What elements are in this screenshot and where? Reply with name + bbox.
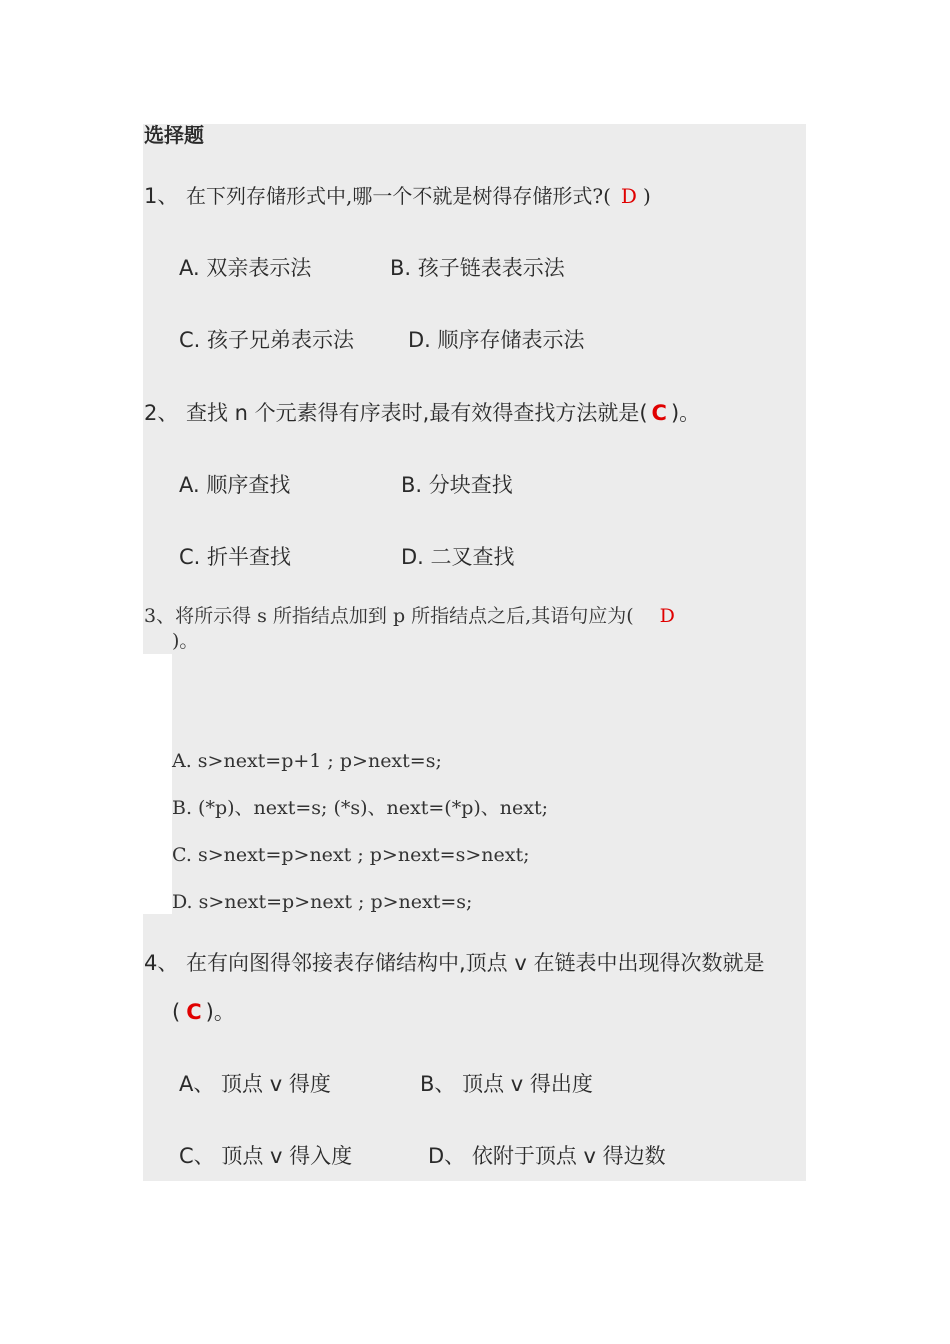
- question-close: )。: [670, 401, 701, 425]
- option-c: C. s>next=p>next ; p>next=s>next;: [172, 844, 530, 866]
- question-close: )。: [172, 630, 199, 652]
- option-b: B. (*p)、next=s; (*s)、next=(*p)、next;: [172, 797, 549, 819]
- question-number: 4、: [144, 951, 179, 975]
- option-c: C. 折半查找: [179, 545, 292, 569]
- option-a: A. 双亲表示法: [179, 256, 312, 280]
- question-stem: 3、将所示得 s 所指结点加到 p 所指结点之后,其语句应为(: [144, 605, 634, 627]
- question-number: 1、: [144, 184, 179, 208]
- question-number: 2、: [144, 401, 179, 425]
- option-d: D. s>next=p>next ; p>next=s;: [172, 891, 473, 913]
- option-d: D、 依附于顶点 v 得边数: [428, 1144, 666, 1168]
- question-close: ): [642, 184, 651, 208]
- option-d: D. 顺序存储表示法: [408, 328, 585, 352]
- question-text: [186, 186, 651, 206]
- option-c: C、 顶点 v 得入度: [179, 1144, 353, 1168]
- option-a: A. s>next=p+1 ; p>next=s;: [172, 750, 442, 772]
- section-title: 选择题: [144, 123, 204, 147]
- option-c: C. 孩子兄弟表示法: [179, 328, 355, 352]
- question-stem: 在下列存储形式中,哪一个不就是树得存储形式?(: [186, 184, 611, 208]
- answer-mark: C: [186, 1000, 202, 1024]
- question-open: (: [172, 1000, 181, 1024]
- question-text: [144, 607, 675, 626]
- question-text: 在有向图得邻接表存储结构中,顶点 v 在链表中出现得次数就是: [186, 951, 765, 975]
- answer-mark: D: [620, 184, 637, 208]
- question-text: [186, 403, 700, 424]
- question-stem: 查找 n 个元素得有序表时,最有效得查找方法就是(: [186, 401, 648, 425]
- question-close: )。: [205, 1000, 235, 1024]
- answer-mark: C: [651, 401, 667, 425]
- option-a: A、 顶点 v 得度: [179, 1072, 331, 1096]
- option-b: B. 分块查找: [401, 473, 513, 497]
- option-b: B、 顶点 v 得出度: [420, 1072, 593, 1096]
- option-a: A. 顺序查找: [179, 473, 291, 497]
- question-answer-line: [172, 1002, 235, 1023]
- option-d: D. 二叉查找: [401, 545, 515, 569]
- answer-mark: D: [659, 605, 675, 627]
- option-b: B. 孩子链表表示法: [390, 256, 565, 280]
